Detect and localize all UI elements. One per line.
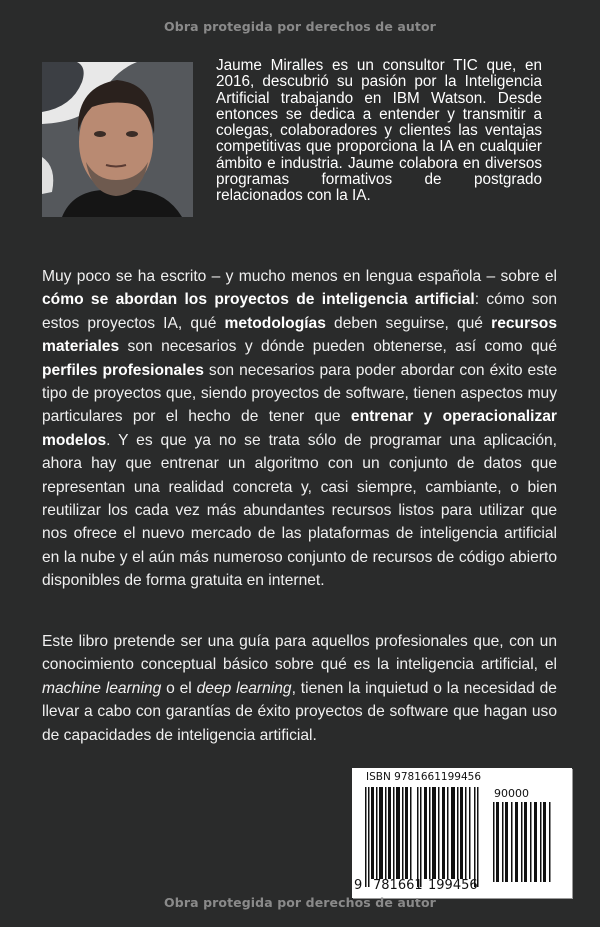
- author-photo: [42, 62, 193, 217]
- text: , tienen la inquietud o la necesidad de llevar a cabo con garantías de éxito proyectos de software que hagan uso de capacidades de inteligencia artificial.: [42, 679, 557, 744]
- isbn-label: ISBN 9781661199456: [366, 771, 482, 783]
- copyright-watermark-bottom: Obra protegida por derechos de autor: [164, 895, 436, 910]
- barcode-digits-left: 781661: [373, 878, 423, 893]
- text: son necesarios y dónde pueden obtenerse, así como qué: [119, 338, 557, 356]
- barcode-digits-right: 199456: [428, 878, 478, 893]
- emphasis: recursos materiales: [42, 314, 558, 356]
- text: : cómo son estos proyectos IA, qué: [42, 291, 557, 332]
- addon-barcode-bars-icon: [493, 802, 551, 882]
- barcode-bars-icon: [365, 787, 480, 887]
- copyright-watermark-top: Obra protegida por derechos de autor: [164, 19, 436, 34]
- emphasis: perfiles profesionales: [42, 361, 204, 379]
- text: Este libro pretende ser una guía para aquellos profesionales que, con un conocimiento conceptual básico sobre qué es la inteligencia artificial, el: [42, 633, 557, 674]
- isbn-barcode: [352, 768, 572, 898]
- author-bio: Jaume Miralles es un consultor TIC que, en 2016, descubrió su pasión por la Inteligencia Artificial trabajando en IBM Watson. Desde entonces se dedica a entender y transmitir a colegas, colaboradores y clientes las ventajas competitivas que proporciona la IA en cualquier ámbito e industria. Jaume colabora en diversos programas formativos de postgrado relacionados con la IA.: [216, 57, 542, 205]
- text: Muy poco se ha escrito – y mucho menos en lengua española – sobre el: [42, 268, 557, 285]
- text: o el: [161, 679, 197, 697]
- description-paragraph-2: [42, 630, 557, 747]
- italic-term: machine learning: [42, 679, 162, 697]
- author-portrait-image: [42, 62, 193, 217]
- text: deben seguirse, qué: [325, 314, 492, 332]
- text: son necesarios para poder abordar con éxito este tipo de proyectos que, siendo proyectos de software, tienen aspectos muy particulares por el hecho de tener que: [42, 361, 557, 426]
- emphasis: metodologías: [224, 314, 326, 332]
- text: . Y es que ya no se trata sólo de programar una aplicación, ahora hay que entrenar un algoritmo con un conjunto de datos que representan una realidad concreta y, casi siempre, cambiante, o bien reutilizar los cada vez más abundantes recursos listos para utilizar que nos ofrece el nuevo mercado de las plataformas de inteligencia artificial en la nube y el aún más numeroso conjunto de recursos de código abierto disponibles de forma gratuita en internet.: [42, 431, 557, 590]
- price-addon-label: 90000: [494, 787, 529, 800]
- emphasis: entrenar y operacionalizar modelos: [42, 408, 557, 449]
- description-paragraph-1: [42, 265, 557, 593]
- barcode-digit-first: 9: [354, 878, 363, 893]
- italic-term: deep learning: [196, 679, 292, 697]
- emphasis: cómo se abordan los proyectos de inteligencia artificial: [42, 291, 475, 309]
